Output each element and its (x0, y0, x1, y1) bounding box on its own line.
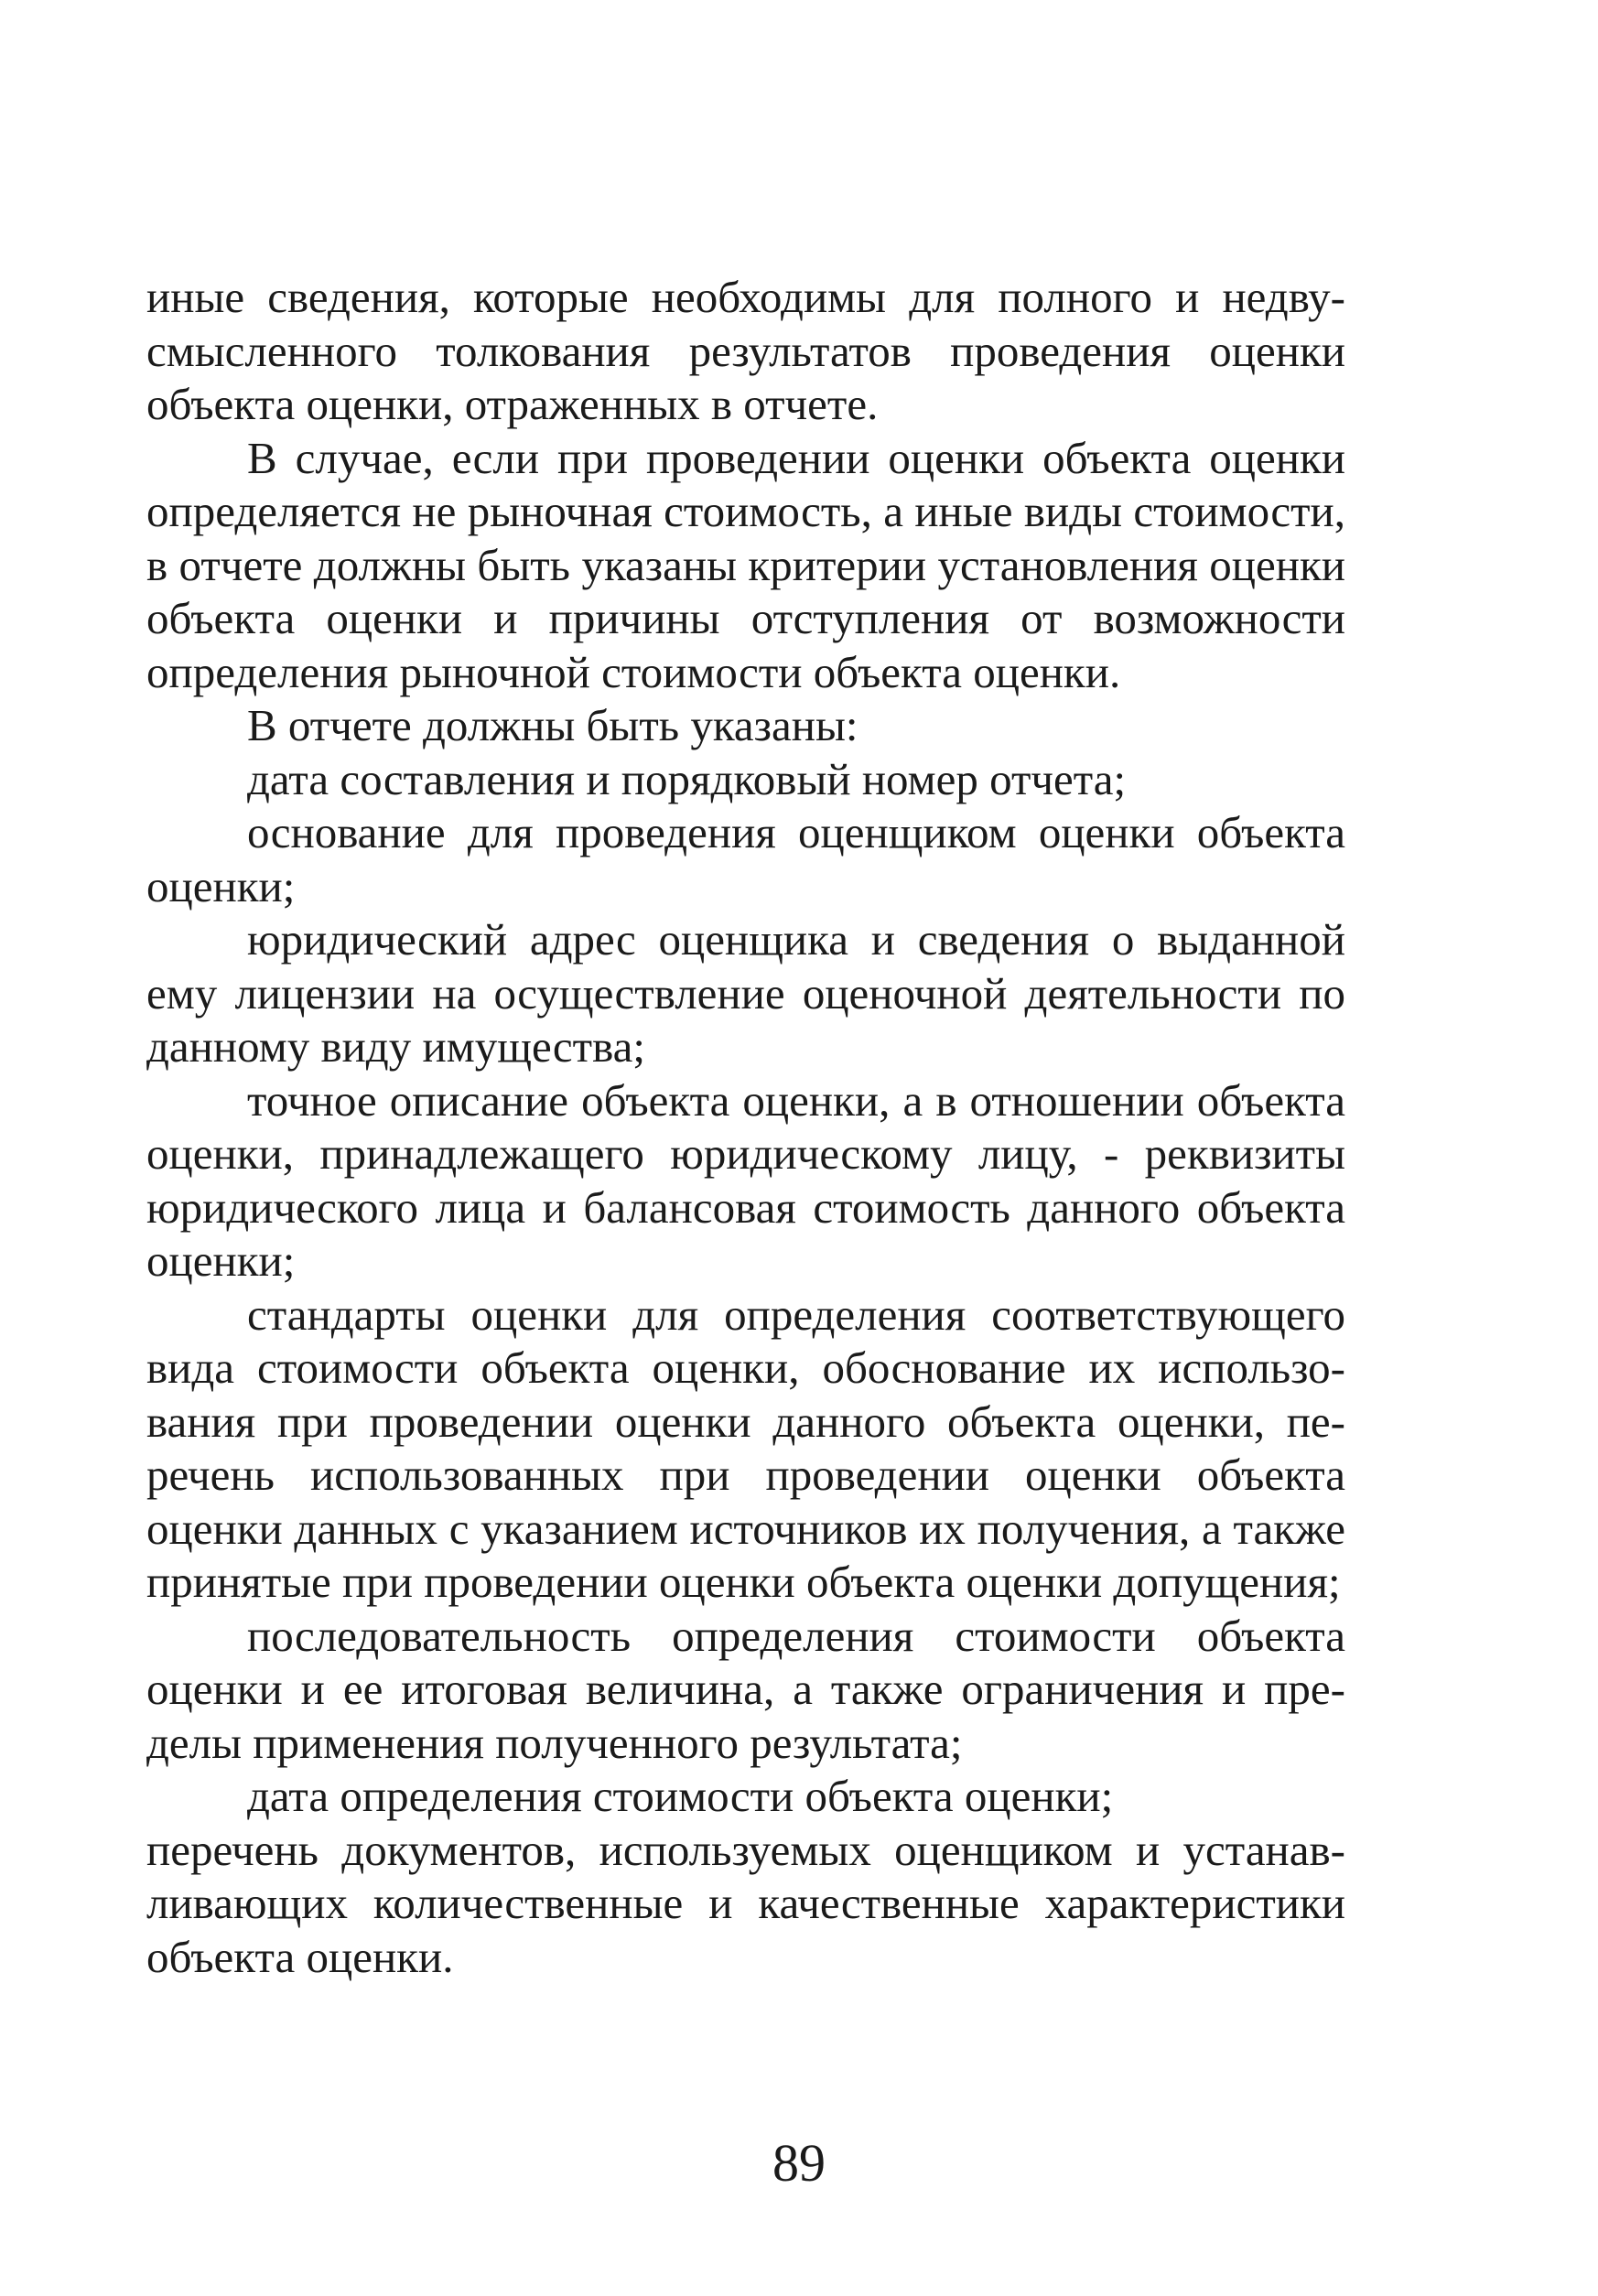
page-number: 89 (772, 2133, 826, 2193)
list-item-basis: основание для проведения оценщиком оценки объекта оценки; (146, 807, 1345, 911)
list-item-sequence: последовательность определения стоимости объекта оценки и ее итоговая величина, а также ограничения и пределы применения полученного результата; (146, 1610, 1345, 1768)
list-item-valuation-date: дата определения стоимости объекта оценки; (247, 1771, 1114, 1821)
list-item-legal-address: юридический адрес оценщика и сведения о выданной ему лицензии на осуществление оценочной деятельности по данному виду имущества; (146, 914, 1345, 1072)
paragraph-report-requirements-heading: В отчете должны быть указаны: (247, 700, 858, 750)
list-item-documents: перечень документов, используемых оценщиком и устанавливающих количественные и качественные характеристики объекта оценки. (146, 1824, 1345, 1982)
paragraph-intro-continuation: иные сведения, которые необходимы для полного и недвусмысленного толкования результатов проведения оценки объекта оценки, отраженных в отчете. (146, 272, 1345, 429)
body-text (146, 271, 1345, 1984)
paragraph-non-market-value: В случае, если при проведении оценки объекта оценки определяется не рыночная стоимость, а иные виды стоимости, в отчете должны быть указаны критерии установления оценки объекта оценки и причины отступления от возможности определения рыночной стоимости объекта оценки. (146, 432, 1345, 697)
list-item-object-description: точное описание объекта оценки, а в отношении объекта оценки, принадлежащего юридическому лицу, - реквизиты юридического лица и балансовая стоимость данного объекта оценки; (146, 1074, 1345, 1286)
list-item-standards: стандарты оценки для определения соответствующего вида стоимости объекта оценки, обоснование их использования при проведении оценки данного объекта оценки, перечень использованных при проведении оценки объекта оценки данных с указанием источников их получения, а также принятые при проведении оценки объекта оценки допущения; (146, 1288, 1345, 1607)
list-item-report-date: дата составления и порядковый номер отчета; (247, 753, 1127, 804)
